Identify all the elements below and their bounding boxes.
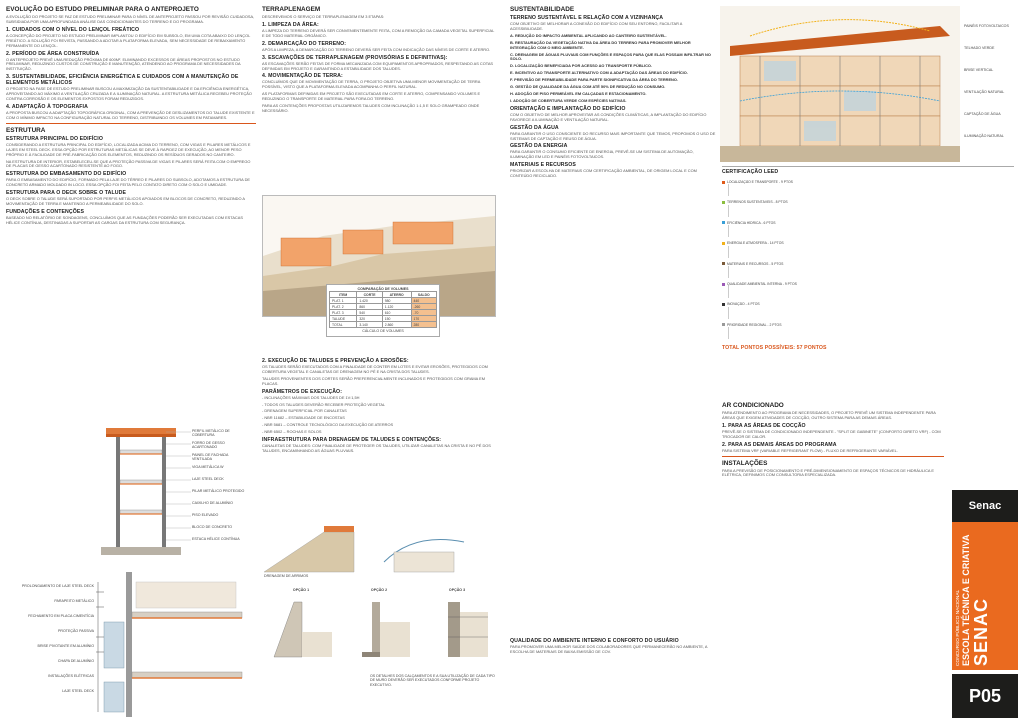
paragraph: PREVÊ-SE O SISTEMA DE CONDICIONADO INDEPENDENTE - "SPLIT DE GABINETE" (CONFORTO DIRETO VRF) - COM TROCADOR DE CALOR. bbox=[722, 428, 941, 439]
table-header: SALDO bbox=[411, 292, 436, 298]
legend-row bbox=[722, 200, 1014, 216]
list-item: F. PREVISÃO DE PERMEABILIDADE PARA PARTE SIGNIFICATIVA DA ÁREA DO TERRENO. bbox=[510, 77, 678, 83]
legend-swatch bbox=[722, 181, 725, 184]
heading: 1. CUIDADOS COM O NÍVEL DO LENÇOL FREÁTICO bbox=[6, 26, 140, 33]
callout-label: BRISE VERTICAL bbox=[964, 68, 994, 72]
paragraph: CONSIDERANDO A ESTRUTURA PRINCIPAL DO EDIFÍCIO, LOCALIZADA ACIMA DO TERRENO, COM VIGAS E PILARES METÁLICOS E LAJES EM STEEL DECK. ESSA OPÇÃO POR ESTRUTURAS METÁLICAS SE DEVE À RAPIDEZ DE EXECUÇÃO, AO MENOR PESO PRÓPRIO E À FACILIDADE DE PRÉ-FABRICAÇÃO DOS ELEMENTOS, REDUZINDO OS RESÍDUOS GERADOS NO CANTEIRO. bbox=[6, 141, 251, 157]
legend-row bbox=[722, 180, 1014, 196]
paragraph: COM O OBJETIVO DE MELHOR APROVEITAR AS CONDIÇÕES CLIMÁTICAS, A IMPLANTAÇÃO DO EDIFÍCIO FAVORECE A ILUMINAÇÃO E VENTILAÇÃO NATURAL. bbox=[510, 111, 707, 122]
brand-vertical-text bbox=[956, 526, 992, 666]
facade-detail-callouts bbox=[10, 584, 94, 704]
legend-row bbox=[722, 221, 1014, 237]
callout-label: CHAPA DE ALUMÍNIO bbox=[57, 659, 94, 663]
column-sustainability-lower bbox=[510, 636, 716, 657]
paragraph: PARA GARANTIR O USO CONSCIENTE DO RECURSO MAIS IMPORTANTE QUE TEMOS, PROPOMOS O USO DE SISTEMAS DE CAPTAÇÃO E REUSO DE ÁGUA. bbox=[510, 130, 716, 141]
notes-text: OS DETALHES DOS CALÇAMENTOS E A SUA UTILIZAÇÃO DE CADA TIPO DE MURO DEVERÃO SER EXECUTADOS CONFORME PROJETO EXECUTIVO. bbox=[370, 674, 495, 687]
paragraph: A PROPOSTA BUSCOU A ADAPTAÇÃO TOPOGRÁFICA ORIGINAL, COM A PREVENÇÃO DE DESLIZAMENTOS DO TALUDE EXISTENTE E COM O MÍNIMO IMPACTO NA CONFIGURAÇÃO NATURAL DO TERRENO, DISTRIBUINDO OS VOLUMES EM PATAMARES. bbox=[6, 109, 255, 120]
section-title: INSTALAÇÕES bbox=[722, 459, 768, 467]
wall-option-svg bbox=[420, 592, 494, 662]
section-title: AR CONDICIONADO bbox=[722, 402, 784, 409]
legend-swatch bbox=[722, 262, 725, 265]
paragraph: PARA GARANTIR O CONSUMO EFICIENTE DE ENERGIA, PREVÊ-SE UM SISTEMA DE AUTOMAÇÃO, ILUMINAÇÃO EM LED E PAINÉIS FOTOVOLTAICOS. bbox=[510, 149, 694, 160]
section-title: ESTRUTURA bbox=[6, 126, 46, 134]
heading: PARÂMETROS DE EXECUÇÃO: bbox=[262, 388, 343, 395]
wall-option bbox=[342, 588, 416, 668]
legend-swatch bbox=[722, 283, 725, 286]
paragraph: TALUDES PROVENIENTES DOS CORTES SERÃO PREFERENCIALMENTE INCLINADOS E PROTEGIDOS COM GRAMA EM PLACAS. bbox=[262, 375, 485, 386]
heading: ORIENTAÇÃO E IMPLANTAÇÃO DO EDIFÍCIO bbox=[510, 105, 626, 112]
brand-name: Senac bbox=[968, 500, 1002, 512]
facade-detail-drawing bbox=[10, 572, 256, 717]
section-title: SUSTENTABILIDADE bbox=[510, 6, 575, 13]
facade-section-svg bbox=[720, 6, 960, 162]
table-cell: 1.120 bbox=[382, 304, 411, 310]
paragraph: CANALETAS DE TALUDES: COM FINALIDADE DE PROTEGER OS TALUDES, UTILIZAR CANALETAS NA CRISTA E NO PÉ DOS TALUDES, ENCAMINHANDO AS ÁGUAS PLUVIAIS. bbox=[262, 443, 491, 453]
legend-row bbox=[722, 241, 1014, 257]
divider bbox=[6, 123, 256, 124]
table-cell: 2.860 bbox=[382, 322, 411, 328]
brand-panel bbox=[952, 490, 1018, 719]
paragraph: A CONCEPÇÃO DO PROJETO NO ESTUDO PRELIMINAR IMPLANTOU O EDIFÍCIO EM SUBSOLO, EM UMA COTA ABAIXO DO LENÇOL FREÁTICO. A SOLUÇÃO FOI REVISTA, PASSANDO A ADOTAR A PLATAFORMA ELEVADA, SEM NECESSIDADE DE REBAIXAMENTO PERMANENTE DO LENÇOL. bbox=[6, 32, 251, 48]
heading: INFRAESTRUTURA PARA DRENAGEM DE TALUDES E CONTENÇÕES: bbox=[262, 437, 442, 444]
list-item: D. LOCALIZAÇÃO BENEFICIADA POR ACESSO AO TRANSPORTE PÚBLICO. bbox=[510, 63, 653, 69]
table-cell: -70 bbox=[411, 310, 436, 316]
brand-orange-band bbox=[952, 522, 1018, 670]
heading: GESTÃO DA ÁGUA bbox=[510, 124, 559, 131]
paragraph: O PROJETO NA FASE DE ESTUDO PRELIMINAR BUSCOU A MAXIMIZAÇÃO DA SUSTENTABILIDADE E DA EFICIÊNCIA ENERGÉTICA, APROVEITANDO AO MÁXIMO A VENTILAÇÃO CRUZADA E A ILUMINAÇÃO NATURAL. A ESTRUTURA METÁLICA RECEBEU PROTEÇÃO CONTRA CORROSÃO E OS ELEMENTOS EXPOSTOS FORAM REDUZIDOS. bbox=[6, 86, 252, 102]
table-cell: 3.140 bbox=[357, 322, 382, 328]
callout-label: PROLONGAMENTO DE LAJE STEEL DECK bbox=[21, 584, 94, 588]
callout-label: FECHAMENTO EM PLACA CIMENTÍCIA bbox=[28, 614, 94, 618]
legend-swatch bbox=[722, 242, 725, 245]
divider bbox=[722, 456, 944, 457]
paragraph: PARA A PREVISÃO DE POSICIONAMENTO E PRÉ-DIMENSIONAMENTO DE ESPAÇOS TÉCNICOS DE HIDRÁULICA E ELÉTRICA, DEFINIMOS COM CONSULTORIA ESPECIALIZADA. bbox=[722, 467, 934, 478]
structure-section-drawing bbox=[96, 420, 246, 560]
legend-row bbox=[722, 282, 1014, 298]
paragraph: PARA ATENDIMENTO AO PROGRAMA DE NECESSIDADES, O PROJETO PREVÊ UM SISTEMA INDEPENDENTE PARA ÁREAS QUE EXIGEM ATIVIDADES DE COCÇÃO, OUTRO SISTEMA PARA AS DEMAIS ÁREAS. bbox=[722, 410, 936, 420]
column-sustainability bbox=[510, 0, 716, 181]
brand-line: ESCOLA TÉCNICA E CRIATIVA bbox=[961, 534, 971, 666]
paragraph: APÓS A LIMPEZA, A DEMARCAÇÃO DO TERRENO DEVERÁ SER FEITA COM INDICAÇÃO DAS NÍVEIS DE CORTE E ATERRO. bbox=[262, 46, 491, 52]
legend-label: QUALIDADE AMBIENTAL INTERNA - 9 PTOS bbox=[727, 282, 797, 287]
legend-label: TERRENOS SUSTENTÁVEIS - 8 PTOS bbox=[727, 200, 788, 205]
legend-swatch bbox=[722, 323, 725, 326]
heading: 1. LIMPEZA DA ÁREA: bbox=[262, 21, 319, 28]
legend-sub-lines bbox=[728, 225, 1014, 237]
table-cell: -260 bbox=[411, 304, 436, 310]
paragraph: BASEADO NO RELATÓRIO DE SONDAGENS, CONCLUÍMOS QUE AS FUNDAÇÕES PODERÃO SER EXECUTADAS COM ESTACAS HÉLICE CONTÍNUA, DESTINADAS A SUPORTAR AS CARGAS DA ESTRUTURA COM SEGURANÇA. bbox=[6, 214, 243, 225]
section-title: TERRAPLENAGEM bbox=[262, 6, 321, 13]
paragraph: AS PLATAFORMAS DEFINIDAS EM PROJETO SÃO EXECUTADAS EM CORTE E ATERRO, COMPENSANDO VOLUMES E REDUZINDO O TRANSPORTE DE MATERIAL PARA FORA DO TERRENO. bbox=[262, 91, 481, 102]
legend-grid bbox=[722, 176, 1014, 339]
heading: 4. ADAPTAÇÃO À TOPOGRAFIA bbox=[6, 103, 88, 110]
table-cell: 540 bbox=[357, 310, 382, 316]
table-cell: 170 bbox=[411, 316, 436, 322]
callout-label: VENTILAÇÃO NATURAL bbox=[964, 90, 1005, 94]
wall-option-svg bbox=[264, 592, 338, 662]
callout-label: PROTEÇÃO PASSIVA bbox=[57, 629, 94, 633]
paragraph: AS ESCAVAÇÕES SERÃO FEITAS DE FORMA MECANIZADA COM EQUIPAMENTOS APROPRIADOS, RESPEITANDO AS COTAS DEFINIDAS EM PROJETO E GARANTINDO A ESTABILIDADE DOS TALUDES. bbox=[262, 60, 494, 71]
table-row bbox=[330, 322, 437, 328]
option-label: OPÇÃO 3 bbox=[448, 588, 466, 592]
legend-sub-lines bbox=[728, 327, 1014, 339]
legend-label: ENERGIA E ATMOSFERA - 14 PTOS bbox=[727, 241, 784, 246]
legend-sub-lines bbox=[728, 205, 1014, 217]
table-cell: TALUDE bbox=[330, 316, 357, 322]
legend-swatch bbox=[722, 303, 725, 306]
table-header: ITEM bbox=[330, 292, 357, 298]
table-cell: 980 bbox=[382, 298, 411, 304]
facade-detail-svg bbox=[96, 572, 256, 717]
legend-sub-lines bbox=[728, 286, 1014, 298]
wall-options bbox=[264, 588, 496, 668]
paragraph: PARA PROMOVER UMA MELHOR SAÚDE DOS COLABORADORES QUE PERMANECERÃO NO AMBIENTE, A ESCOLHA DE MATERIAIS DE BAIXA EMISSÃO DE COV. bbox=[510, 644, 708, 654]
legend-swatch bbox=[722, 201, 725, 204]
callout-label: PARAPEITO METÁLICO bbox=[54, 599, 94, 603]
paragraph: PARA SISTEMA VRF (VARIABLE REFRIGERANT FLOW) - FLUXO DE REFRIGERANTE VARIÁVEL. bbox=[722, 447, 898, 453]
heading: FUNDAÇÕES E CONTENÇÕES bbox=[6, 208, 85, 215]
legend-row bbox=[722, 323, 1014, 339]
table-cell: PLAT. 2 bbox=[330, 304, 357, 310]
heading: GESTÃO DA ENERGIA bbox=[510, 143, 568, 150]
legend-sub-lines bbox=[728, 266, 1014, 278]
callout-label: LAJE STEEL DECK bbox=[192, 477, 224, 481]
paragraph: PRIORIZAR A ESCOLHA DE MATERIAIS COM CERTIFICAÇÃO AMBIENTAL, DE ORIGEM LOCAL E COM CONTEÚDO RECICLADO. bbox=[510, 168, 697, 179]
drainage-caption: DRENAGEM DE ARRIMOS bbox=[264, 574, 309, 578]
list-item: G. GESTÃO DE QUALIDADE DA ÁGUA COM ATÉ 50% DE REDUÇÃO NO CONSUMO. bbox=[510, 84, 666, 90]
param-item: - TODOS OS TALUDES DEVERÃO RECEBER PROTEÇÃO VEGETAL bbox=[262, 401, 386, 407]
brand-logo bbox=[952, 490, 1018, 522]
callout-label: INSTALAÇÕES ELÉTRICAS bbox=[48, 674, 94, 678]
table-header: CORTE bbox=[357, 292, 382, 298]
table-cell: 320 bbox=[357, 316, 382, 322]
callout-label: PAINÉIS FOTOVOLTAICOS bbox=[964, 24, 1009, 28]
heading: 2. PARA AS DEMAIS ÁREAS DO PROGRAMA bbox=[722, 441, 837, 448]
legend-label: EFICIÊNCIA HÍDRICA - 6 PTOS bbox=[727, 220, 776, 225]
facade-section-illustration bbox=[720, 6, 1016, 162]
paragraph: O DECK SOBRE O TALUDE SERÁ SUPORTADO POR PERFIS METÁLICOS APOIADOS EM BLOCOS DE CONCRETO, REDUZINDO A MOVIMENTAÇÃO DE TERRA E MANTENDO A PERMEABILIDADE DO SOLO. bbox=[6, 196, 245, 207]
heading: ESTRUTURA DO EMBASAMENTO DO EDIFÍCIO bbox=[6, 171, 127, 178]
sheet-number-box bbox=[952, 674, 1018, 718]
table-cell: 440 bbox=[411, 298, 436, 304]
heading: 4. MOVIMENTAÇÃO DE TERRA: bbox=[262, 73, 343, 80]
param-item: - INCLINAÇÕES MÁXIMAS DOS TALUDES DE 1V:1,5H bbox=[262, 394, 360, 400]
callout-label: ILUMINAÇÃO NATURAL bbox=[964, 134, 1004, 138]
list-item: B. RESTAURAÇÃO DA VEGETAÇÃO NATIVA DA ÁREA DO TERRENO PARA PROMOVER MELHOR INTEGRAÇÃO COM O MEIO AMBIENTE. bbox=[510, 39, 691, 50]
column-earthwork bbox=[262, 0, 496, 116]
column-hvac bbox=[722, 402, 944, 480]
callout-label: LAJE STEEL DECK bbox=[62, 689, 94, 693]
heading: 1. PARA AS ÁREAS DE COCÇÃO bbox=[722, 422, 806, 429]
column-earthwork-lower bbox=[262, 356, 496, 456]
table-note: CÁLCULO DE VOLUMES bbox=[362, 329, 404, 334]
legend-title: CERTIFICAÇÃO LEED bbox=[722, 169, 779, 175]
heading: 3. ESCAVAÇÕES DE TERRAPLENAGEM (PROVISÓRIAS E DEFINITIVAS): bbox=[262, 54, 448, 61]
heading: TERRENO SUSTENTÁVEL E RELAÇÃO COM A VIZINHANÇA bbox=[510, 15, 664, 21]
legend-sub-lines bbox=[728, 246, 1014, 258]
paragraph: A EVOLUÇÃO DO PROJETO SE FAZ DE ESTUDO PRELIMINAR PARA O NÍVEL DE ANTEPROJETO PASSOU POR REVISÃO CUIDADOSA, SUBSIDIADA POR UMA APROFUNDADA ANÁLISE DAS CONDICIONANTES DO TERRENO E DO PROGRAMA. bbox=[6, 14, 255, 24]
legend-label: INOVAÇÃO - 4 PTOS bbox=[727, 302, 760, 307]
legend-row bbox=[722, 262, 1014, 278]
wall-option-svg bbox=[342, 592, 416, 662]
heading: ESTRUTURA PARA O DECK SOBRE O TALUDE bbox=[6, 190, 127, 197]
callout-label: CAIXILHO DE ALUMÍNIO bbox=[192, 501, 233, 505]
option-label: OPÇÃO 1 bbox=[292, 588, 310, 592]
legend-swatch bbox=[722, 221, 725, 224]
table-title: COMPARAÇÃO DE VOLUMES bbox=[357, 287, 409, 291]
callout-label: FORRO DE GESSO ACARTONADO bbox=[192, 441, 225, 450]
paragraph: DESCREVEMOS O SERVIÇO DE TERRAPLENAGEM EM 3 ETAPAS: bbox=[262, 14, 385, 19]
heading: 2. PERÍODO DE ÁREA CONSTRUÍDA bbox=[6, 50, 100, 57]
leed-legend bbox=[722, 166, 1014, 401]
callout-label: PAINEL DE FACHADA VENTILADA bbox=[192, 453, 229, 462]
list-item: C. DRENAGEM DE ÁGUAS PLUVIAIS COM FUNÇÕES E ESPAÇOS PARA QUE ELAS POSSAM INFILTRAR NO SOLO. bbox=[510, 51, 711, 62]
paragraph: O ANTEPROJETO PREVÊ UMA REDUÇÃO PRÓXIMA DE 600M². ELIMINANDO EXCESSOS DE ÁREAS PROPOSTOS NO ESTUDO PRELIMINAR, REDUZINDO CUSTOS DE CONSTRUÇÃO E MANUTENÇÃO, ATENDENDO AO PROGRAMA DE NECESSIDADES DA INSTITUIÇÃO. bbox=[6, 56, 241, 72]
legend-sub-lines bbox=[728, 307, 1014, 319]
heading: QUALIDADE DO AMBIENTE INTERNO E CONFORTO DO USUÁRIO bbox=[510, 638, 679, 644]
table-cell: 150 bbox=[382, 316, 411, 322]
legend-label: MATERIAIS E RECURSOS - 5 PTOS bbox=[727, 261, 784, 266]
param-item: - NBR 6502 – ROCHAS E SOLOS bbox=[262, 429, 322, 435]
callout-label: PILAR METÁLICO PROTEGIDO bbox=[192, 489, 245, 493]
callout-label: VIGA METÁLICA W bbox=[192, 465, 224, 469]
list-item: E. INCENTIVO AO TRANSPORTE ALTERNATIVO COM A ADAPTAÇÃO DAS ÁREAS DO EDIFÍCIO. bbox=[510, 70, 688, 76]
paragraph: OS TALUDES SERÃO EXECUTADOS COM A FINALIDADE DE CONTER EM LOTES E EVITAR EROSÕES, PROTEGIDOS COM COBERTURA VEGETAL E CANALETAS DE DRENAGEM NO PÉ E NA CRISTA DOS TALUDES. bbox=[262, 364, 488, 374]
table-cell: TOTAL bbox=[330, 322, 357, 328]
paragraph: PARA AS CONTENÇÕES PROPOSTAS UTILIZAREMOS TALUDES COM INCLINAÇÃO 1:1,5 E SOLO GRAMPEADO ONDE NECESSÁRIO. bbox=[262, 103, 480, 113]
list-item: A. REDUÇÃO DO IMPACTO AMBIENTAL APLICANDO AO CANTEIRO SUSTENTÁVEL. bbox=[510, 32, 667, 38]
callout-label: ESTACA HÉLICE CONTÍNUA bbox=[192, 537, 240, 541]
heading: 2. DEMARCAÇÃO DO TERRENO: bbox=[262, 40, 347, 47]
table-cell: 610 bbox=[382, 310, 411, 316]
heading: 3. SUSTENTABILIDADE, EFICIÊNCIA ENERGÉTICA E CUIDADOS COM A MANUTENÇÃO DE ELEMENTOS METÁLICOS bbox=[6, 74, 239, 87]
callout-label: TELHADO VERDE bbox=[964, 46, 995, 50]
table-cell: 1.420 bbox=[357, 298, 382, 304]
heading: 2. EXECUÇÃO DE TALUDES E PREVENÇÃO A EROSÕES: bbox=[262, 358, 409, 364]
volume-table bbox=[326, 284, 440, 337]
paragraph: CONCLUÍMOS QUE DE MOVIMENTAÇÃO DE TERRA, O PROJETO OBJETIVA UMA MENOR MOVIMENTAÇÃO DE TERRA POSSÍVEL, VISTO QUE A PLATAFORMA ELEVADA ACOMPANHA O PERFIL NATURAL. bbox=[262, 79, 481, 90]
table-cell: PLAT. 1 bbox=[330, 298, 357, 304]
legend-label: PRIORIDADE REGIONAL - 2 PTOS bbox=[727, 322, 782, 327]
legend-row bbox=[722, 302, 1014, 318]
heading: MATERIAIS E RECURSOS bbox=[510, 162, 576, 169]
paragraph: COM OBJETIVO DE MELHORAR A CONEXÃO DO EDIFÍCIO COM SEU ENTORNO, FACILITAR A ACESSIBILIDADE. bbox=[510, 21, 683, 31]
table-cell: 860 bbox=[357, 304, 382, 310]
legend-sub-lines bbox=[728, 184, 1014, 196]
legend-total: TOTAL PONTOS POSSÍVEIS: 57 PONTOS bbox=[722, 345, 827, 352]
legend-label: LOCALIZAÇÃO E TRANSPORTE - 9 PTOS bbox=[727, 180, 793, 184]
heading: ESTRUTURA PRINCIPAL DO EDIFÍCIO bbox=[6, 135, 103, 142]
detail-callouts bbox=[192, 429, 246, 549]
param-item: - NBR 11682 – ESTABILIDADE DE ENCOSTAS bbox=[262, 415, 345, 421]
paragraph: PARA O EMBASAMENTO DO EDIFÍCIO, FORMADO PELA LAJE DO TÉRREO E PILARES DO SUBSOLO, ADOTAMOS A ESTRUTURA DE CONCRETO ARMADO MOLDADO IN LOCO. ESSA OPÇÃO FOI FEITA PELO CONTATO DIRETO COM O SOLO E UMIDADE. bbox=[6, 177, 251, 188]
sheet-number: P05 bbox=[968, 685, 1002, 706]
callout-label: BRISE PIVOTANTE EM ALUMÍNIO bbox=[37, 644, 94, 648]
facade-callouts bbox=[964, 24, 1016, 156]
wall-option bbox=[264, 588, 338, 668]
table-cell: PLAT. 3 bbox=[330, 310, 357, 316]
paragraph: NA ESTRUTURA DE INTERIOR, ESTABELECEU-SE QUE A PROTEÇÃO PASSIVA DE VIGAS E PILARES SERÁ FEITA COM O EMPREGO DE PLACAS DE GESSO ACARTONADO RESISTENTE AO FOGO. bbox=[6, 158, 251, 169]
legend-list bbox=[722, 176, 1014, 339]
table-cell: 280 bbox=[411, 322, 436, 328]
drainage-svg bbox=[264, 512, 494, 574]
brand-line: SENAC bbox=[971, 597, 991, 666]
callout-label: PERFIL METÁLICO DE COBERTURA bbox=[192, 429, 230, 438]
column-history bbox=[6, 0, 256, 228]
table-header: ATERRO bbox=[382, 292, 411, 298]
callout-label: PISO ELEVADO bbox=[192, 513, 219, 517]
option-label: OPÇÃO 2 bbox=[370, 588, 388, 592]
param-item: - DRENAGEM SUPERFICIAL POR CANALETAS bbox=[262, 408, 347, 414]
paragraph: A LIMPEZA DO TERRENO DEVERÁ SER CONVENIENTEMENTE FEITA, COM A REMOÇÃO DA CAMADA VEGETAL SUPERFICIAL E DE TODO MATERIAL ORGÂNICO. bbox=[262, 27, 495, 38]
callout-label: CAPTAÇÃO DE ÁGUA bbox=[964, 112, 1001, 116]
brand-line: CONCURSO PÚBLICO NACIONAL bbox=[956, 589, 961, 666]
volume-table-grid bbox=[329, 291, 437, 328]
list-item: H. ADOÇÃO DE PISO PERMEÁVEL EM CALÇADAS E ESTACIONAMENTO. bbox=[510, 90, 647, 96]
param-item: - NBR 5681 – CONTROLE TECNOLÓGICO DA EXECUÇÃO DE ATERROS bbox=[262, 422, 394, 428]
wall-option bbox=[420, 588, 494, 668]
section-title: EVOLUÇÃO DO ESTUDO PRELIMINAR PARA O ANTEPROJETO bbox=[6, 6, 199, 13]
callout-label: BLOCO DE CONCRETO bbox=[192, 525, 233, 529]
list-item: I. ADOÇÃO DE COBERTURA VERDE COM ESPÉCIES NATIVAS. bbox=[510, 97, 627, 103]
drainage-sketch bbox=[264, 512, 494, 582]
